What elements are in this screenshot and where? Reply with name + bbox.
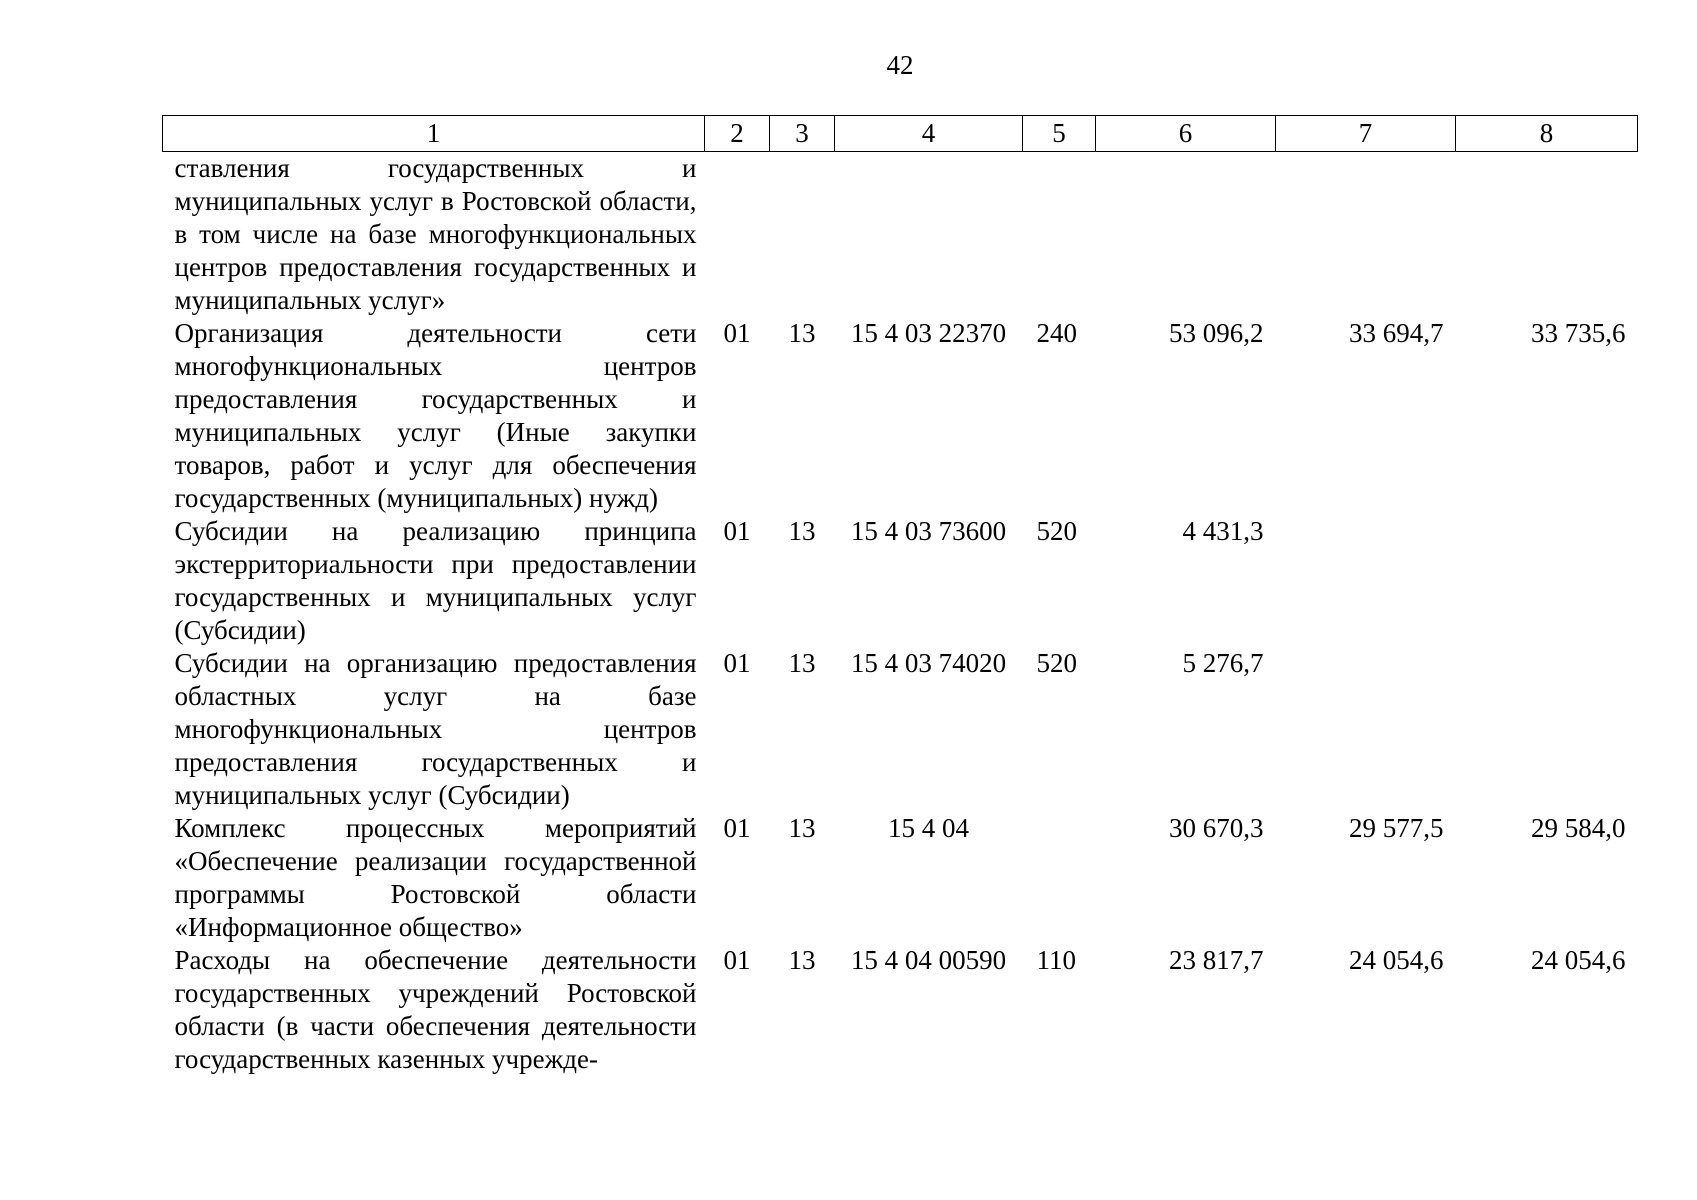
row-amount-3: 24 054,6: [1531, 945, 1626, 975]
row-amount-1: 53 096,2: [1169, 318, 1264, 348]
row-name: Субсидии на реализацию принципа экстерриториальности при предоставлении государственных и муниципальных услуг (Субсидии): [174, 516, 697, 645]
row-amount-1: [1096, 152, 1276, 318]
row-amount-3: 29 584,0: [1531, 813, 1626, 843]
row-subsection: 13: [788, 318, 816, 348]
row-amount-1: 23 817,7: [1169, 945, 1264, 975]
budget-table: [162, 115, 1638, 1076]
row-subsection: [770, 152, 835, 318]
row-subsection: 13: [788, 945, 816, 975]
table-row: [163, 317, 1638, 515]
row-section: 01: [723, 516, 751, 546]
header-col-1: 1: [163, 116, 705, 152]
row-section: 01: [723, 813, 751, 843]
row-amount-1: 5 276,7: [1182, 648, 1264, 678]
row-amount-3: 33 735,6: [1531, 318, 1626, 348]
row-expense-type: 110: [1036, 945, 1076, 975]
row-section: 01: [723, 648, 751, 678]
row-target-code: [835, 152, 1023, 318]
row-amount-1: 30 670,3: [1169, 813, 1264, 843]
row-section: 01: [723, 318, 751, 348]
table-row: [163, 812, 1638, 944]
row-expense-type: 520: [1036, 648, 1077, 678]
header-col-6: 6: [1096, 116, 1276, 152]
header-col-4: 4: [835, 116, 1023, 152]
header-col-2: 2: [705, 116, 770, 152]
page-number: 42: [886, 50, 914, 80]
row-target-code: 15 4 03 74020: [850, 648, 1007, 678]
row-target-code: 15 4 04 00590: [850, 945, 1007, 975]
row-amount-2: 33 694,7: [1349, 318, 1444, 348]
header-col-3: 3: [770, 116, 835, 152]
row-expense-type: 240: [1036, 318, 1077, 348]
row-amount-2: 29 577,5: [1349, 813, 1444, 843]
row-amount-1: 4 431,3: [1182, 516, 1264, 546]
header-col-7: 7: [1276, 116, 1456, 152]
row-amount-2: [1276, 515, 1456, 647]
row-target-code: 15 4 03 22370: [850, 318, 1007, 348]
table-row: [163, 647, 1638, 812]
header-col-8: 8: [1456, 116, 1638, 152]
row-amount-3: [1456, 152, 1638, 318]
row-name: Организация деятельности сети многофункциональных центров предоставления государственных и муниципальных услуг (Иные закупки товаров, работ и услуг для обеспечения государственных (муниципальных) нужд): [174, 318, 697, 513]
row-amount-3: [1456, 515, 1638, 647]
row-name: ставления государственных и муниципальных услуг в Ростовской области, в том числе на базе многофункциональных центров предоставления государственных и муниципальных услуг»: [174, 153, 697, 315]
row-amount-3: [1456, 647, 1638, 812]
row-expense-type: [1023, 152, 1096, 318]
row-target-code: 15 4 03 73600: [850, 516, 1007, 546]
row-subsection: 13: [788, 813, 816, 843]
row-expense-type: 520: [1036, 516, 1077, 546]
row-section: [705, 152, 770, 318]
row-name: Расходы на обеспечение деятельности государственных учреждений Ростовской области (в части обеспечения деятельности государственных казенных учрежде-: [174, 945, 697, 1074]
row-amount-2: [1276, 647, 1456, 812]
row-name: Субсидии на организацию предоставления областных услуг на базе многофункциональных центров предоставления государственных и муниципальных услуг (Субсидии): [174, 648, 697, 810]
row-amount-2: [1276, 152, 1456, 318]
table-row: [163, 152, 1638, 318]
row-expense-type: [1023, 812, 1096, 944]
header-col-5: 5: [1023, 116, 1096, 152]
row-subsection: 13: [788, 516, 816, 546]
header-row: [163, 116, 1638, 152]
row-subsection: 13: [788, 648, 816, 678]
table-row: [163, 944, 1638, 1076]
row-section: 01: [723, 945, 751, 975]
row-name: Комплекс процессных мероприятий «Обеспечение реализации государственной программы Ростовской области «Информационное общество»: [174, 813, 697, 942]
row-amount-2: 24 054,6: [1349, 945, 1444, 975]
table-row: [163, 515, 1638, 647]
row-target-code: 15 4 04: [888, 813, 969, 843]
